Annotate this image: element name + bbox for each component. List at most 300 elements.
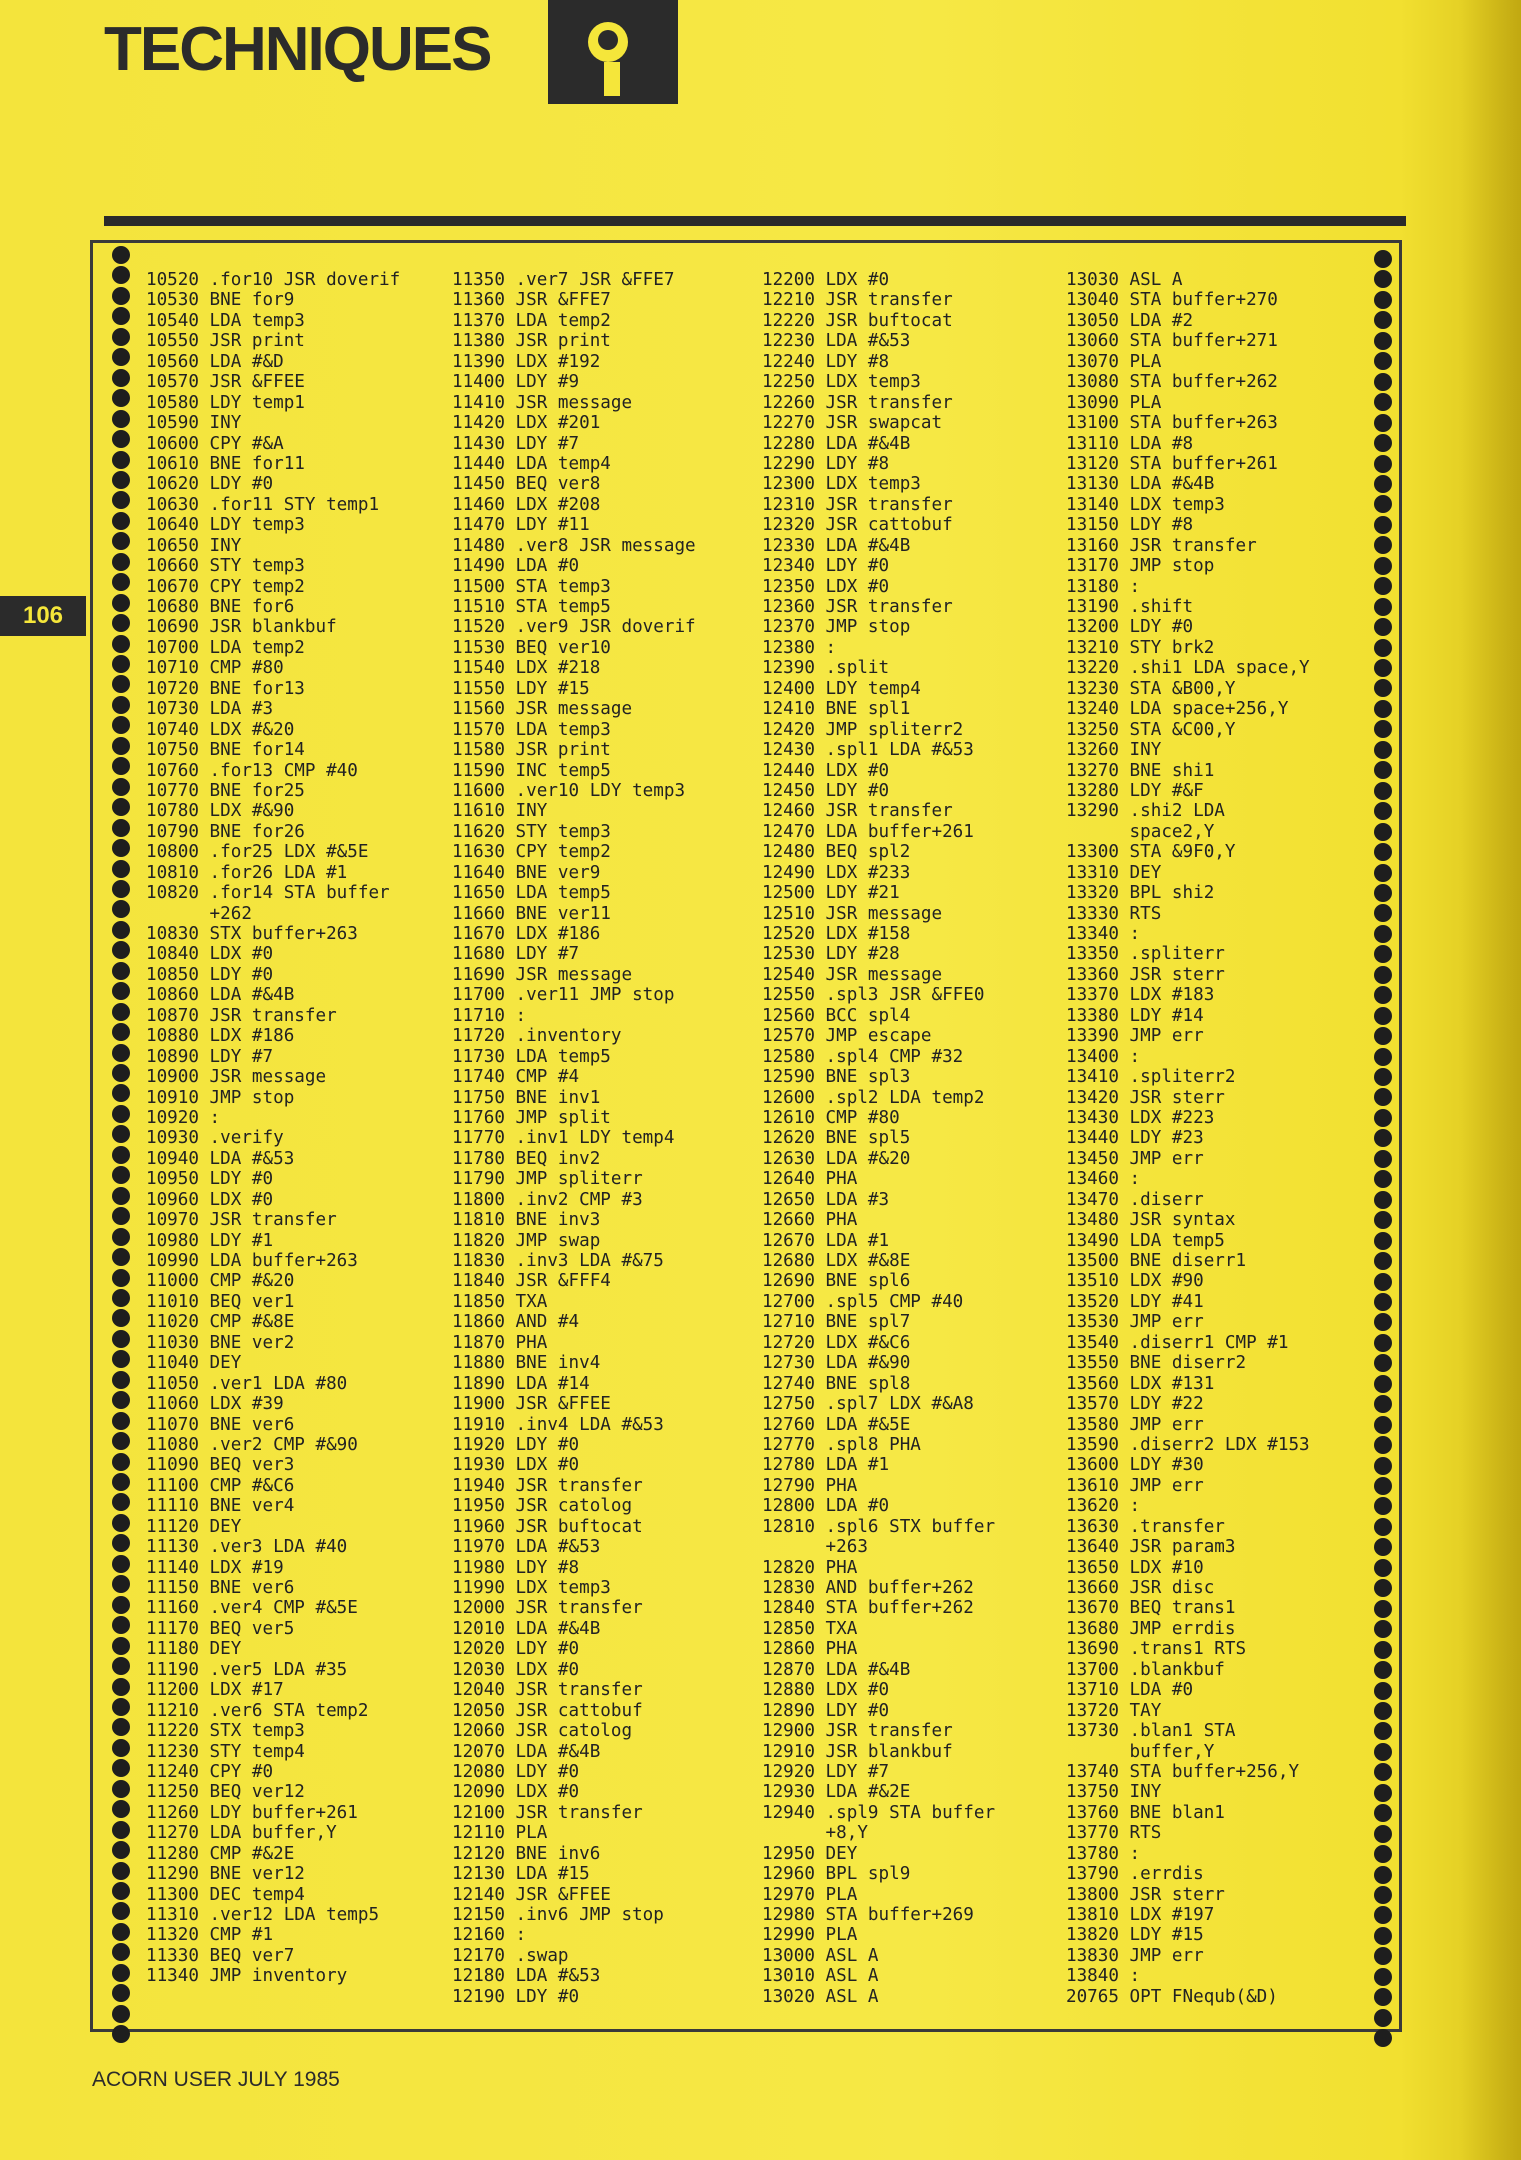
code-line: 11990 LDX temp3 <box>452 1578 611 1598</box>
sprocket-hole <box>1374 434 1392 452</box>
code-line: 11260 LDY buffer+261 <box>146 1802 358 1823</box>
sprocket-hole <box>112 1309 130 1327</box>
code-line: 11290 BNE ver12 <box>146 1864 305 1885</box>
sprocket-hole <box>1374 332 1392 350</box>
code-line: buffer,Y <box>1066 1741 1215 1762</box>
sprocket-hole <box>112 1003 130 1021</box>
code-line: 10950 LDY #0 <box>146 1169 274 1190</box>
code-line: 10590 INY <box>146 413 242 434</box>
code-line: 10910 JMP stop <box>146 1087 295 1108</box>
sprocket-hole <box>112 1882 130 1900</box>
code-line: 12330 LDA #&4B <box>762 535 911 556</box>
code-line: 12550 .spl3 JSR &FFE0 <box>762 985 985 1006</box>
code-line: 12230 LDA #&53 <box>762 331 911 352</box>
sprocket-hole <box>1374 1436 1392 1454</box>
code-line: 11390 LDX #192 <box>452 351 601 372</box>
sprocket-hole <box>1374 1906 1392 1924</box>
sprocket-hole <box>1374 1232 1392 1250</box>
code-line: 11670 LDX #186 <box>452 924 601 944</box>
code-line: 13110 LDA #8 <box>1066 433 1194 454</box>
code-line: 13210 STY brk2 <box>1066 637 1215 658</box>
code-line: 11610 INY <box>452 801 548 822</box>
code-line: 11930 LDX #0 <box>452 1455 580 1476</box>
code-line: 11760 JMP split <box>452 1107 611 1128</box>
code-line: 11410 JSR message <box>452 392 633 413</box>
code-line: 11250 BEQ ver12 <box>146 1782 305 1803</box>
sprocket-hole <box>112 921 130 939</box>
code-line: 13470 .diserr <box>1066 1189 1204 1210</box>
sprocket-hole <box>1374 1927 1392 1945</box>
code-line: 13590 .diserr2 LDX #153 <box>1066 1434 1310 1455</box>
sprocket-hole <box>112 573 130 591</box>
code-line: 11940 JSR transfer <box>452 1475 643 1496</box>
code-line: 10900 JSR message <box>146 1067 327 1088</box>
code-line: 12860 PHA <box>762 1639 858 1660</box>
code-line: 12750 .spl7 LDX #&A8 <box>762 1394 974 1415</box>
code-line: 13000 ASL A <box>762 1945 879 1966</box>
sprocket-hole <box>1374 1804 1392 1822</box>
sprocket-hole <box>112 594 130 612</box>
code-line: 12070 LDA #&4B <box>452 1741 601 1762</box>
code-line: 12900 JSR transfer <box>762 1721 953 1742</box>
sprocket-hole <box>1374 1375 1392 1393</box>
code-line: 11020 CMP #&8E <box>146 1312 295 1333</box>
code-line: 12440 LDX #0 <box>762 760 890 781</box>
code-line: 13430 LDX #223 <box>1066 1107 1215 1128</box>
code-line: 10630 .for11 STY temp1 <box>146 494 380 515</box>
code-line: 13730 .blan1 STA <box>1066 1721 1236 1742</box>
code-line: 11440 LDA temp4 <box>452 453 611 474</box>
code-line: 11580 JSR print <box>452 740 611 761</box>
footer-credit: ACORN USER JULY 1985 <box>92 2068 340 2091</box>
code-line: 12630 LDA #&20 <box>762 1148 911 1169</box>
code-line: 12190 LDY #0 <box>452 1986 580 2007</box>
code-line: 11210 .ver6 STA temp2 <box>146 1700 369 1721</box>
code-line: 11130 .ver3 LDA #40 <box>146 1537 348 1558</box>
code-line: 13230 STA &B00,Y <box>1066 678 1236 699</box>
code-line: 11490 LDA #0 <box>452 556 580 577</box>
code-line: 11370 LDA temp2 <box>452 310 611 331</box>
code-line: 12730 LDA #&90 <box>762 1353 911 1374</box>
code-line: 12830 AND buffer+262 <box>762 1578 974 1598</box>
code-line: 13810 LDX #197 <box>1066 1905 1215 1925</box>
sprocket-hole <box>112 1105 130 1123</box>
sprocket-hole <box>112 1146 130 1164</box>
sprocket-hole <box>1374 1743 1392 1761</box>
sprocket-hole <box>1374 1497 1392 1515</box>
code-line: 11710 : <box>452 1005 527 1026</box>
code-line: 11430 LDY #7 <box>452 433 580 454</box>
sprocket-holes-left <box>108 242 134 2032</box>
code-line: 10890 LDY #7 <box>146 1046 274 1067</box>
code-line: 13190 .shift <box>1066 597 1194 617</box>
sprocket-hole <box>1374 1559 1392 1577</box>
code-line: +8,Y <box>762 1823 868 1844</box>
code-line: 12720 LDX #&C6 <box>762 1332 911 1353</box>
sprocket-hole <box>112 1780 130 1798</box>
sprocket-hole <box>1374 1641 1392 1659</box>
code-line: 13770 RTS <box>1066 1823 1162 1844</box>
code-line: 11890 LDA #14 <box>452 1373 590 1394</box>
sprocket-hole <box>112 1862 130 1880</box>
code-line: 12010 LDA #&4B <box>452 1618 601 1639</box>
code-line: 13300 STA &9F0,Y <box>1066 842 1236 863</box>
code-line: 13200 LDY #0 <box>1066 617 1194 638</box>
code-line: 13670 BEQ trans1 <box>1066 1598 1236 1619</box>
code-line: 11110 BNE ver4 <box>146 1496 295 1517</box>
code-line: 11120 DEY <box>146 1516 242 1537</box>
sprocket-hole <box>112 1084 130 1102</box>
code-line: 11320 CMP #1 <box>146 1925 274 1946</box>
sprocket-hole <box>112 982 130 1000</box>
sprocket-hole <box>1374 1538 1392 1556</box>
code-line: 11910 .inv4 LDA #&53 <box>452 1414 664 1435</box>
sprocket-hole <box>112 532 130 550</box>
code-line: 13520 LDY #41 <box>1066 1291 1204 1312</box>
code-line: 11960 JSR buftocat <box>452 1516 643 1537</box>
sprocket-hole <box>1374 1600 1392 1618</box>
sprocket-hole <box>112 369 130 387</box>
sprocket-hole <box>1374 1007 1392 1025</box>
sprocket-holes-right <box>1370 250 1396 2040</box>
code-line: 13830 JMP err <box>1066 1945 1204 1966</box>
code-line: 10750 BNE for14 <box>146 740 305 761</box>
sprocket-hole <box>1374 1068 1392 1086</box>
code-line: 12970 PLA <box>762 1884 858 1905</box>
code-line: 13640 JSR param3 <box>1066 1537 1236 1558</box>
sprocket-hole <box>1374 679 1392 697</box>
code-line: 12260 JSR transfer <box>762 392 953 413</box>
sprocket-hole <box>112 491 130 509</box>
sprocket-hole <box>112 1759 130 1777</box>
code-line: 11470 LDY #11 <box>452 515 590 536</box>
code-line: 11160 .ver4 CMP #&5E <box>146 1598 358 1619</box>
sprocket-hole <box>1374 311 1392 329</box>
code-line: 13250 STA &C00,Y <box>1066 719 1236 740</box>
code-line: 13080 STA buffer+262 <box>1066 372 1278 393</box>
code-line: 12580 .spl4 CMP #32 <box>762 1046 964 1067</box>
code-line: 11820 JMP swap <box>452 1230 601 1251</box>
sprocket-hole <box>112 860 130 878</box>
sprocket-hole <box>112 1596 130 1614</box>
code-line: 11240 CPY #0 <box>146 1761 274 1782</box>
code-line: 11150 BNE ver6 <box>146 1578 295 1598</box>
code-line: 11900 JSR &FFEE <box>452 1394 611 1415</box>
sprocket-hole <box>1374 1293 1392 1311</box>
code-line: 12820 PHA <box>762 1557 858 1578</box>
code-line: 13020 ASL A <box>762 1986 879 2007</box>
code-line: 10920 : <box>146 1107 221 1128</box>
code-line: 10800 .for25 LDX #&5E <box>146 842 369 863</box>
code-line: 12590 BNE spl3 <box>762 1067 911 1088</box>
code-line: 12570 JMP escape <box>762 1026 932 1047</box>
sprocket-hole <box>112 451 130 469</box>
sprocket-hole <box>112 1187 130 1205</box>
code-line: 11700 .ver11 JMP stop <box>452 985 675 1006</box>
code-line: 10520 .for10 JSR doverif <box>146 270 401 290</box>
code-line: 11050 .ver1 LDA #80 <box>146 1373 348 1394</box>
code-line: 11680 LDY #7 <box>452 944 580 965</box>
sprocket-hole <box>1374 639 1392 657</box>
sprocket-hole <box>1374 557 1392 575</box>
code-line: 13070 PLA <box>1066 351 1162 372</box>
sprocket-hole <box>112 819 130 837</box>
code-line: 13010 ASL A <box>762 1966 879 1987</box>
sprocket-hole <box>112 553 130 571</box>
sprocket-hole <box>112 962 130 980</box>
code-line: 12980 STA buffer+269 <box>762 1905 974 1925</box>
code-line: 11600 .ver10 LDY temp3 <box>452 780 686 801</box>
sprocket-hole <box>112 1534 130 1552</box>
code-line: 12710 BNE spl7 <box>762 1312 911 1333</box>
code-line: 11800 .inv2 CMP #3 <box>452 1189 643 1210</box>
code-line: 12740 BNE spl8 <box>762 1373 911 1394</box>
code-line: 13040 STA buffer+270 <box>1066 290 1278 311</box>
code-line: 11640 BNE ver9 <box>452 862 601 883</box>
code-line: 20765 OPT FNequb(&D) <box>1066 1986 1278 2007</box>
code-line: space2,Y <box>1066 821 1215 842</box>
code-line: 12210 JSR transfer <box>762 290 953 311</box>
sprocket-hole <box>1374 1354 1392 1372</box>
code-line: 12790 PHA <box>762 1475 858 1496</box>
code-line: 10540 LDA temp3 <box>146 310 305 331</box>
code-line: 12950 DEY <box>762 1843 858 1864</box>
code-line: 12170 .swap <box>452 1945 569 1966</box>
code-line: 11230 STY temp4 <box>146 1741 305 1762</box>
code-line: 12150 .inv6 JMP stop <box>452 1905 664 1925</box>
code-line: 11570 LDA temp3 <box>452 719 611 740</box>
code-line: 11620 STY temp3 <box>452 821 611 842</box>
sprocket-hole <box>1374 1150 1392 1168</box>
sprocket-hole <box>1374 1763 1392 1781</box>
sprocket-hole <box>112 1228 130 1246</box>
code-line: 11460 LDX #208 <box>452 494 601 515</box>
code-line: 12460 JSR transfer <box>762 801 953 822</box>
code-line: 11790 JMP spliterr <box>452 1169 643 1190</box>
code-line: 13410 .spliterr2 <box>1066 1067 1236 1088</box>
code-line: 11040 DEY <box>146 1353 242 1374</box>
code-line: 11000 CMP #&20 <box>146 1271 295 1292</box>
code-line: 13100 STA buffer+263 <box>1066 413 1278 434</box>
code-line: 11190 .ver5 LDA #35 <box>146 1659 348 1680</box>
code-line: 11080 .ver2 CMP #&90 <box>146 1434 358 1455</box>
header-rule <box>104 216 1406 226</box>
code-line: 12520 LDX #158 <box>762 924 911 944</box>
code-line: 11720 .inventory <box>452 1026 622 1047</box>
code-line: 11870 PHA <box>452 1332 548 1353</box>
code-line: 12890 LDY #0 <box>762 1700 890 1721</box>
code-line: 13460 : <box>1066 1169 1141 1190</box>
code-line: 13140 LDX temp3 <box>1066 494 1225 515</box>
code-line: 10660 STY temp3 <box>146 556 305 577</box>
code-line: 12870 LDA #&4B <box>762 1659 911 1680</box>
code-line: 12120 BNE inv6 <box>452 1843 601 1864</box>
sprocket-hole <box>112 675 130 693</box>
sprocket-hole <box>1374 925 1392 943</box>
sprocket-hole <box>1374 864 1392 882</box>
code-line: 10680 BNE for6 <box>146 597 295 617</box>
sprocket-hole <box>1374 1784 1392 1802</box>
code-line: 12920 LDY #7 <box>762 1761 890 1782</box>
code-line: 11630 CPY temp2 <box>452 842 611 863</box>
code-line: 10690 JSR blankbuf <box>146 617 337 638</box>
listing-column-1 <box>146 270 400 1987</box>
code-line: 12130 LDA #15 <box>452 1864 590 1885</box>
code-line: 12600 .spl2 LDA temp2 <box>762 1087 985 1108</box>
code-line: 13310 DEY <box>1066 862 1162 883</box>
page-edge-shadow <box>1461 0 1521 2160</box>
code-line: 13490 LDA temp5 <box>1066 1230 1225 1251</box>
code-line: 12700 .spl5 CMP #40 <box>762 1291 964 1312</box>
code-line: 10760 .for13 CMP #40 <box>146 760 358 781</box>
sprocket-hole <box>1374 1722 1392 1740</box>
code-line: 12650 LDA #3 <box>762 1189 890 1210</box>
sprocket-hole <box>112 1453 130 1471</box>
code-line: 11400 LDY #9 <box>452 372 580 393</box>
sprocket-hole <box>112 2025 130 2043</box>
sprocket-hole <box>112 696 130 714</box>
code-line: 13780 : <box>1066 1843 1141 1864</box>
code-line: 10840 LDX #0 <box>146 944 274 965</box>
code-line: 11690 JSR message <box>452 964 633 985</box>
code-line: 12450 LDY #0 <box>762 780 890 801</box>
sprocket-hole <box>112 1902 130 1920</box>
code-line: 10830 STX buffer+263 <box>146 924 358 944</box>
section-title: TECHNIQUES <box>104 15 491 84</box>
code-line: 10600 CPY #&A <box>146 433 284 454</box>
sprocket-hole <box>1374 598 1392 616</box>
code-line: 12250 LDX temp3 <box>762 372 921 393</box>
sprocket-hole <box>1374 966 1392 984</box>
code-line: 13620 : <box>1066 1496 1141 1517</box>
code-line: 11330 BEQ ver7 <box>146 1945 295 1966</box>
code-line: 12300 LDX temp3 <box>762 474 921 495</box>
code-line: 12800 LDA #0 <box>762 1496 890 1517</box>
sprocket-hole <box>1374 291 1392 309</box>
code-line: 10820 .for14 STA buffer <box>146 883 390 904</box>
sprocket-hole <box>112 1125 130 1143</box>
sprocket-hole <box>1374 823 1392 841</box>
code-line: 12760 LDA #&5E <box>762 1414 911 1435</box>
code-line: 10560 LDA #&D <box>146 351 284 372</box>
sprocket-hole <box>112 1064 130 1082</box>
code-line: 13510 LDX #90 <box>1066 1271 1204 1292</box>
code-line: 11480 .ver8 JSR message <box>452 535 696 556</box>
sprocket-hole <box>112 1984 130 2002</box>
code-line: 13560 LDX #131 <box>1066 1373 1215 1394</box>
code-line: 11280 CMP #&2E <box>146 1843 295 1864</box>
sprocket-hole <box>1374 1109 1392 1127</box>
sprocket-hole <box>112 1678 130 1696</box>
sprocket-hole <box>1374 720 1392 738</box>
sprocket-hole <box>112 307 130 325</box>
code-line: 12310 JSR transfer <box>762 494 953 515</box>
code-line: 13800 JSR sterr <box>1066 1884 1225 1905</box>
code-line: 12080 LDY #0 <box>452 1761 580 1782</box>
code-line: 12960 BPL spl9 <box>762 1864 911 1885</box>
code-line: 11560 JSR message <box>452 699 633 720</box>
sprocket-hole <box>1374 516 1392 534</box>
sprocket-hole <box>1374 1252 1392 1270</box>
sprocket-hole <box>112 1800 130 1818</box>
sprocket-hole <box>112 328 130 346</box>
code-line: 11270 LDA buffer,Y <box>146 1823 337 1844</box>
sprocket-hole <box>1374 802 1392 820</box>
sprocket-hole <box>112 655 130 673</box>
code-line: 13270 BNE shi1 <box>1066 760 1215 781</box>
code-line: 12850 TXA <box>762 1618 858 1639</box>
code-line: 12390 .split <box>762 658 890 679</box>
code-line: 11730 LDA temp5 <box>452 1046 611 1067</box>
sprocket-hole <box>112 900 130 918</box>
sprocket-hole <box>1374 741 1392 759</box>
sprocket-hole <box>112 266 130 284</box>
sprocket-hole <box>1374 659 1392 677</box>
code-line: 12840 STA buffer+262 <box>762 1598 974 1619</box>
code-line: 11980 LDY #8 <box>452 1557 580 1578</box>
code-line: 11840 JSR &FFF4 <box>452 1271 611 1292</box>
code-line: 11450 BEQ ver8 <box>452 474 601 495</box>
sprocket-hole <box>112 1269 130 1287</box>
sprocket-hole <box>112 1923 130 1941</box>
sprocket-hole <box>112 839 130 857</box>
sprocket-hole <box>112 635 130 653</box>
code-line: 12400 LDY temp4 <box>762 678 921 699</box>
code-line: 11970 LDA #&53 <box>452 1537 601 1558</box>
sprocket-hole <box>1374 1825 1392 1843</box>
code-line: 12500 LDY #21 <box>762 883 900 904</box>
code-line: 13720 TAY <box>1066 1700 1162 1721</box>
code-line: 12510 JSR message <box>762 903 943 924</box>
sprocket-hole <box>1374 577 1392 595</box>
code-line: 10850 LDY #0 <box>146 964 274 985</box>
code-line: 13600 LDY #30 <box>1066 1455 1204 1476</box>
sprocket-hole <box>112 1964 130 1982</box>
sprocket-hole <box>1374 843 1392 861</box>
listing-column-4 <box>1066 270 1310 2007</box>
code-line: 13260 INY <box>1066 740 1162 761</box>
code-line: 11140 LDX #19 <box>146 1557 284 1578</box>
code-line: 11030 BNE ver2 <box>146 1332 295 1353</box>
sprocket-hole <box>112 430 130 448</box>
sprocket-hole <box>112 880 130 898</box>
code-line: 13530 JMP err <box>1066 1312 1204 1333</box>
code-line: 12000 JSR transfer <box>452 1598 643 1619</box>
sprocket-hole <box>1374 1416 1392 1434</box>
sprocket-hole <box>112 1514 130 1532</box>
code-line: 11100 CMP #&C6 <box>146 1475 295 1496</box>
code-line: 12220 JSR buftocat <box>762 310 953 331</box>
code-line: 10580 LDY temp1 <box>146 392 305 413</box>
sprocket-hole <box>1374 1702 1392 1720</box>
sprocket-hole <box>112 1841 130 1859</box>
code-line: 13580 JMP err <box>1066 1414 1204 1435</box>
sprocket-hole <box>1374 986 1392 1004</box>
code-line: 12270 JSR swapcat <box>762 413 943 434</box>
sprocket-hole <box>1374 1027 1392 1045</box>
sprocket-hole <box>1374 536 1392 554</box>
code-line: 10990 LDA buffer+263 <box>146 1251 358 1271</box>
sprocket-hole <box>1374 904 1392 922</box>
code-line: 12320 JSR cattobuf <box>762 515 953 536</box>
code-line: 11770 .inv1 LDY temp4 <box>452 1128 675 1149</box>
sprocket-hole <box>1374 2029 1392 2047</box>
sprocket-hole <box>112 1023 130 1041</box>
code-line: 11350 .ver7 JSR &FFE7 <box>452 270 675 290</box>
sprocket-hole <box>112 1657 130 1675</box>
code-line: 13180 : <box>1066 576 1141 597</box>
sprocket-hole <box>1374 1968 1392 1986</box>
